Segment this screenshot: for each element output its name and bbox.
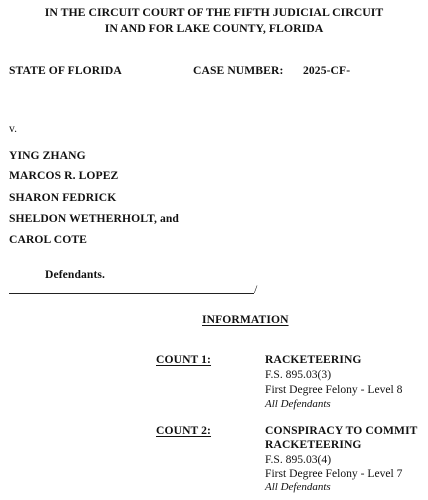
count-2-statute: F.S. 895.03(4): [265, 453, 332, 466]
count-1-charge: RACKETEERING: [265, 353, 362, 366]
defendant-name: SHARON FEDRICK: [9, 191, 117, 204]
count-1-applies-to: All Defendants: [265, 398, 331, 410]
case-number-label: CASE NUMBER:: [193, 64, 284, 77]
count-1-statute: F.S. 895.03(3): [265, 368, 332, 381]
count-2-charge-line-2: RACKETEERING: [265, 438, 362, 451]
defendant-name: MARCOS R. LOPEZ: [9, 169, 119, 182]
versus-label: v.: [9, 122, 18, 135]
count-1-degree: First Degree Felony - Level 8: [265, 383, 403, 396]
plaintiff-name: STATE OF FLORIDA: [9, 64, 122, 77]
defendant-name: SHELDON WETHERHOLT, and: [9, 212, 179, 225]
defendants-label: Defendants.: [45, 268, 106, 281]
count-2-label: COUNT 2:: [156, 424, 212, 437]
defendant-name: YING ZHANG: [9, 149, 86, 162]
case-number-value: 2025-CF-: [303, 64, 351, 77]
defendant-name: CAROL COTE: [9, 233, 87, 246]
caption-slash: /: [254, 282, 258, 296]
court-heading-line-1: IN THE CIRCUIT COURT OF THE FIFTH JUDICIAL CIRCUIT: [44, 5, 384, 19]
count-1-label: COUNT 1:: [156, 353, 212, 366]
count-2-charge-line-1: CONSPIRACY TO COMMIT: [265, 424, 418, 437]
court-heading-line-2: IN AND FOR LAKE COUNTY, FLORIDA: [104, 21, 324, 35]
document-title: INFORMATION: [202, 313, 289, 326]
count-2-applies-to: All Defendants: [265, 481, 331, 493]
count-2-degree: First Degree Felony - Level 7: [265, 467, 403, 480]
caption-rule: [9, 293, 254, 294]
